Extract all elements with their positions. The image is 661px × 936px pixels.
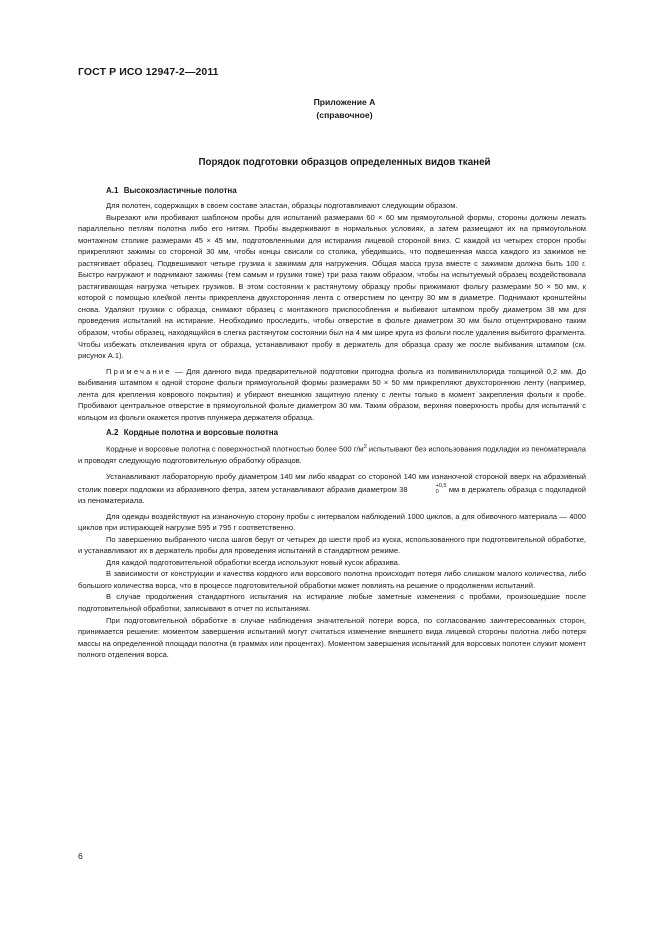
standard-designation: ГОСТ Р ИСО 12947-2—2011: [78, 66, 219, 78]
annex-heading: [0, 96, 661, 121]
text-run: испытывают без использования подкладки из пеноматериала и проводят следующую подготовительную обработку образцов.: [78, 444, 587, 466]
paragraph: Для каждой подготовительной обработки всегда используют новый кусок абразива.: [106, 557, 400, 567]
note-label: Примечание: [106, 366, 172, 376]
section-heading-a2: [78, 427, 586, 439]
section-number: А.1: [106, 186, 119, 195]
superscript: 2: [363, 444, 367, 451]
document-body: [78, 185, 586, 661]
annex-label: Приложение А: [313, 97, 376, 107]
annex-type: (справочное): [316, 109, 373, 120]
text-run: Кордные и ворсовые полотна с поверхностной плотностью более 500 г/м: [106, 444, 364, 454]
paragraph: Для полотен, содержащих в своем составе эластан, образцы подготавливают следующим образом.: [106, 201, 458, 210]
paragraph: По завершению выбранного числа шагов берут от четырех до шести проб из куска, использованного при подготовительной обработке, и устанавливают их в держатель пробы для проведения испытаний в стандартном режиме.: [78, 534, 586, 556]
tolerance-upper: +0,5: [435, 482, 447, 489]
paragraph: [78, 442, 586, 467]
page-number: 6: [78, 851, 83, 861]
paragraph: При подготовительной обработке в случае наблюдения значительной потери ворса, по согласованию заинтересованных сторон, принимается решение: моментом завершения испытаний могут считаться изменение внешнего вида лицевой стороны полотна либо потеря массы на определенной площади полотна (в граммах или процентах). Моментом завершения испытаний для ворсовых полотен служит момент полного отделения ворса.: [78, 615, 586, 660]
section-heading-a1: [78, 185, 586, 197]
annex-title: Порядок подготовки образцов определенных видов тканей: [198, 157, 491, 168]
section-title: Высокоэластичные полотна: [123, 186, 237, 195]
paragraph: В зависимости от конструкции и качества кордного или ворсового полотна происходит потеря либо слишком малого количества, либо большого количества ворса, что в процессе подготовительной обработки может повлиять на решение о продолжении испытаний.: [78, 569, 586, 590]
paragraph: Для одежды воздействуют на изнаночную сторону пробы с интервалом наблюдений 1000 циклов, а для обивочного материала — 4000 циклов при истирающей нагрузке 595 и 795 г соответственно.: [78, 511, 586, 533]
text-run: мм в держатель образца с подкладкой из пеноматериала.: [78, 484, 587, 506]
section-title: Кордные полотна и ворсовые полотна: [123, 428, 279, 438]
note-text: — Для данного вида предварительной подготовки пригодна фольга из поливинилхлорида толщиной 0,2 мм. До выбивания штампом к одной стороне фольги прямоугольной формы размерами 50 × 50 мм прикрепляют двухстороннюю ленту (например, лента для крепления коврового покрытия) и убирают внешнюю защитную пленку с ленты только в момент закрепления фольги к пробе. Пробивают центральное отверстие в прямоугольной фольге диаметром 30 мм. Таким образом, верхняя поверхность пробы для испытаний с кольцом из фольги окажется против плунжера держателя образца.: [78, 366, 586, 422]
paragraph: Вырезают или пробивают шаблоном пробы для испытаний размерами 60 × 60 мм прямоугольной формы, стороны должны лежать параллельно петлям полотна либо его нитям. Пробы выдерживают в нормальных условиях, а затем размещают их на прямоугольном монтажном столике размерами 45 × 45 мм, подготовленными для истирания лицевой стороной вниз. С каждой из четырех сторон пробы прикрепляют зажимы со стороной 30 мм, чтобы концы свисали со столика, убедившись, что подвешенная масса каждого из зажимов не растягивает образец. Подвешивают четыре грузика к зажимам для нагружения. Общая масса груза вместе с зажимом должна быть 100 г. Быстро нагружают и поднимают зажимы (тем самым и грузики тоже) три раза таким образом, чтобы на испытуемый образец воздействовала растягивающая нагрузка четырех грузиков. В этом состоянии к растянутому образцу пробы прижимают фольгу размерами 50 × 50 мм, к которой с помощью клейкой ленты прикреплена двухсторонняя лента с отверстием по центру 30 мм в диаметре. Поднимают кронштейны снова. Удаляют грузики с образца, снимают образец с монтажного приспособления и выбивают штампом пробу диаметром 38 мм для проведения испытаний на истирание. Необходимо проследить, чтобы отверстие в фольге диаметром 30 мм было отцентрировано таким образом, чтобы образец, находящийся в слегка растянутом состоянии был на 4 мм шире круга из фольги после удаления выбитого фрагмента. Чтобы избежать отклеивания круга от образца, устанавливают пробу в держатель для образца сразу же после выбивания штампом (см. рисунок А.1).: [78, 212, 586, 361]
paragraph: [78, 471, 586, 507]
paragraph: В случае продолжения стандартного испытания на истирание любые заметные изменения с пробами, произошедшие после подготовительной обработки, записывают в отчет по испытаниям.: [78, 592, 586, 614]
tolerance-lower: 0: [435, 488, 439, 495]
text-run: Устанавливают лабораторную пробу диаметром 140 мм либо квадрат со стороной 140 мм изнаночной стороной вверх на абразивный столик поверх подложки из абразивного фетра, затем устанавливают абразив диаметром 38: [78, 472, 586, 494]
note-paragraph: [78, 366, 586, 424]
tolerance: [408, 483, 447, 495]
section-number: А.2: [106, 428, 119, 438]
